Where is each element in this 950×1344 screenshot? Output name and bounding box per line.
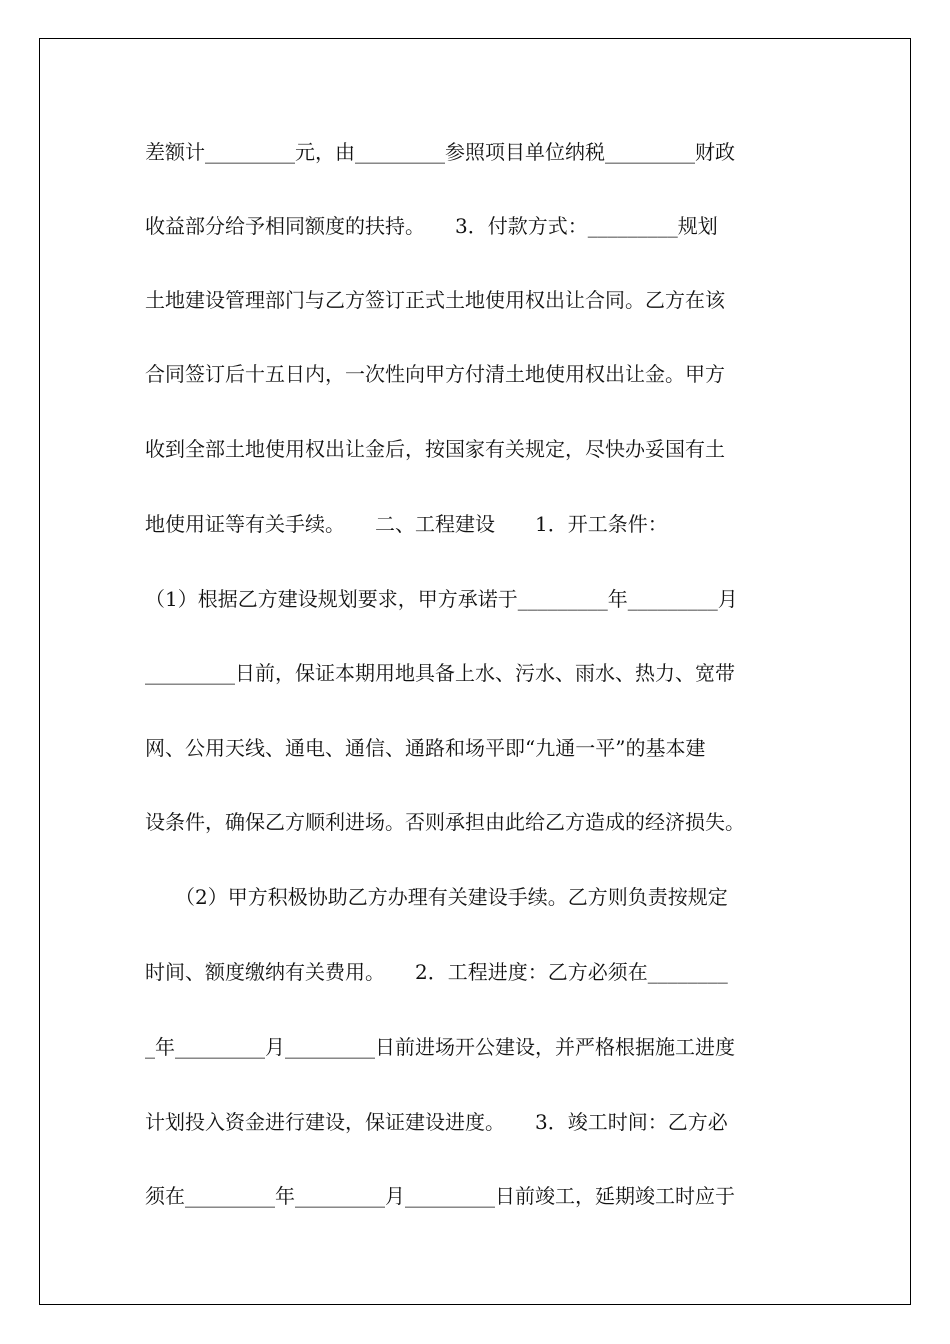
text-line: 土地建设管理部门与乙方签订正式土地使用权出让合同。乙方在该 [145, 288, 725, 312]
text-line: 地使用证等有关手续。 二、工程建设 1．开工条件： [145, 512, 668, 536]
text-line: 收益部分给予相同额度的扶持。 3．付款方式：_________规划 [145, 214, 718, 238]
text-line: 时间、额度缴纳有关费用。 2．工程进度：乙方必须在________ [145, 960, 728, 984]
text-line: 计划投入资金进行建设，保证建设进度。 3．竣工时间：乙方必 [145, 1110, 728, 1134]
text-line: 合同签订后十五日内，一次性向甲方付清土地使用权出让金。甲方 [145, 362, 725, 386]
text-line: 收到全部土地使用权出让金后，按国家有关规定，尽快办妥国有土 [145, 437, 725, 461]
text-line: _年_________月_________日前进场开公建设，并严格根据施工进度 [145, 1035, 735, 1059]
text-line: 须在_________年_________月_________日前竣工，延期竣工时应于 [145, 1184, 735, 1208]
text-line: （1）根据乙方建设规划要求，甲方承诺于_________年_________月 [145, 587, 738, 611]
text-line: 网、公用天线、通电、通信、通路和场平即“九通一平”的基本建 [145, 736, 706, 760]
text-line: _________日前，保证本期用地具备上水、污水、雨水、热力、宽带 [145, 661, 735, 685]
text-line: （2）甲方积极协助乙方办理有关建设手续。乙方则负责按规定 [145, 885, 728, 909]
text-line: 设条件，确保乙方顺利进场。否则承担由此给乙方造成的经济损失。 [145, 810, 745, 834]
text-line: 差额计_________元，由_________参照项目单位纳税_________财政 [145, 140, 735, 164]
